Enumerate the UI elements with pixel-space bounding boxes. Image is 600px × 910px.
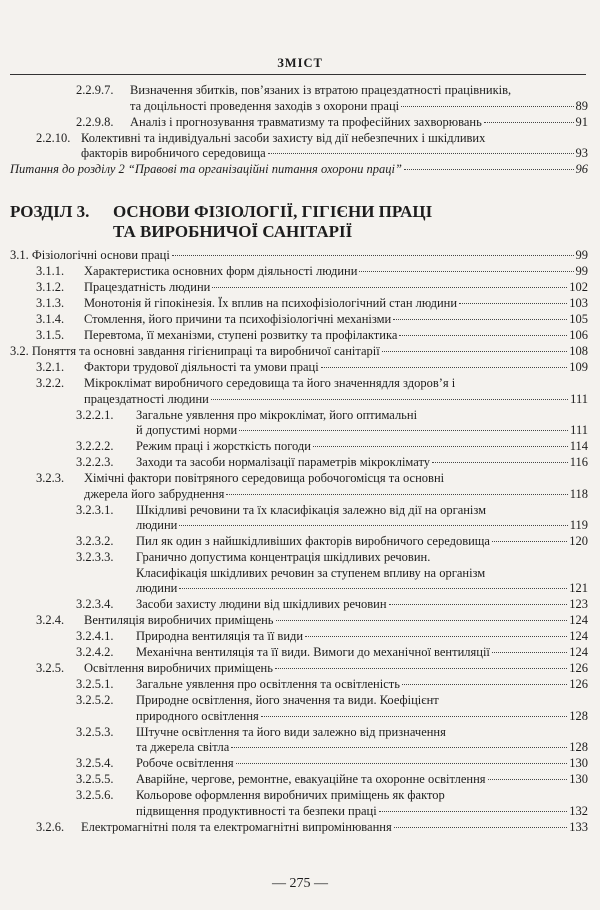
dot-leader: [239, 430, 568, 431]
section-title-line: ТА ВИРОБНИЧОЇ САНІТАРІЇ: [113, 222, 353, 241]
dot-leader: [379, 811, 568, 812]
toc-entry: [0, 503, 600, 534]
toc-entry-page: 89: [575, 98, 588, 113]
toc-entry-text: Мікроклімат виробничого середовища та його значеннядля здоров’я і: [84, 376, 456, 390]
toc-entry: [0, 439, 600, 455]
toc-entry-number: 3.2.4.1.: [76, 629, 114, 643]
dot-leader: [236, 763, 568, 764]
toc-entry-page: 105: [569, 312, 588, 326]
toc-entry-number: 3.1.3.: [36, 296, 65, 310]
toc-entry-text: Режим праці і жорсткість погоди: [136, 439, 311, 453]
dot-leader: [401, 106, 573, 107]
toc-entry: [0, 471, 600, 502]
toc-entry-page: 93: [575, 146, 588, 160]
dot-leader: [226, 494, 567, 495]
toc-entry-page: 99: [575, 248, 588, 262]
toc-entry: [0, 376, 600, 407]
dot-leader: [276, 620, 568, 621]
toc-entry: [0, 408, 600, 439]
toc-entry-number: 3.2.3.: [36, 471, 65, 485]
toc-entry-text: Визначення збитків, пов’язаних із втратою працездатності працівників,: [130, 83, 512, 97]
toc-entry-text: працездатності людини: [84, 391, 209, 406]
toc-entry: [0, 534, 600, 550]
toc-entry-text: Заходи та засоби нормалізації параметрів мікроклімату: [136, 455, 431, 469]
toc-entry: [0, 162, 600, 178]
toc-entry-page: 96: [575, 162, 588, 176]
toc-entry-page: 91: [575, 114, 588, 129]
toc-entry-page: 120: [569, 534, 588, 548]
toc-entry-text: Фактори трудової діяльності та умови праці: [84, 360, 319, 374]
toc-entry: [0, 756, 600, 772]
toc-entry-number: 2.2.10.: [36, 130, 71, 145]
toc-entry-page: 106: [569, 328, 588, 342]
toc-entry-text: Класифікація шкідливих речовин за ступенем впливу на організм: [136, 565, 486, 580]
toc-entry-text: та джерела світла: [136, 740, 230, 754]
toc-entry-page: 128: [569, 740, 588, 754]
toc-entry-text: Засоби захисту людини від шкідливих речовин: [136, 597, 387, 611]
dot-leader: [492, 652, 567, 653]
toc-entry: [0, 115, 600, 131]
toc-entry-number: 3.1.2.: [36, 280, 65, 294]
dot-leader: [359, 271, 573, 272]
toc-entry-number: 3.1.5.: [36, 328, 65, 342]
toc-entry-page: 126: [569, 677, 588, 691]
toc-entry: [0, 661, 600, 677]
dot-leader: [459, 303, 567, 304]
toc-entry-page: 103: [569, 296, 588, 310]
dot-leader: [261, 716, 567, 717]
toc-entry-text: Гранично допустима концентрація шкідливих речовин.: [136, 550, 431, 564]
toc-entry-page: 108: [569, 344, 588, 358]
dot-leader: [179, 525, 567, 526]
toc-entry-text: 3.2. Поняття та основні завдання гігієнипраці та виробничої санітарії: [10, 344, 380, 358]
toc-entry-text: Природне освітлення, його значення та види. Коефіцієнт: [136, 693, 439, 707]
toc-entry-number: 3.2.2.: [36, 376, 65, 390]
toc-entry-number: 3.2.5.6.: [76, 788, 114, 802]
toc-entry-number: 2.2.9.7.: [76, 83, 114, 97]
section-label: РОЗДІЛ 3.: [10, 202, 90, 221]
toc-entry-text: Шкідливі речовини та їх класифікація залежно від дії на організм: [136, 502, 487, 517]
toc-entry-text: Колективні та індивідуальні засоби захисту від дії небезпечних і шкідливих: [81, 130, 486, 145]
toc-entry-number: 3.2.3.3.: [76, 550, 114, 564]
toc-entry: [0, 248, 600, 264]
toc-entry: [0, 772, 600, 788]
dot-leader: [404, 169, 574, 170]
toc-entry-text: Пил як один з найшкідливіших факторів виробничого середовища: [136, 534, 490, 548]
toc-entry-page: 132: [569, 803, 588, 818]
toc-entry-text: людини: [136, 581, 178, 595]
toc-entry-text: природного освітлення: [136, 708, 259, 723]
toc-entry: [0, 613, 600, 629]
toc-entry: [0, 344, 600, 360]
toc-entry-page: 111: [570, 391, 588, 406]
dot-leader: [268, 153, 574, 154]
toc-entry-page: 123: [569, 597, 588, 611]
toc-entry-page: 114: [569, 439, 588, 453]
toc-entry-text: Стомлення, його причини та психофізіологічні механізми: [84, 312, 392, 326]
toc-entry-number: 3.2.1.: [36, 360, 65, 374]
toc-entry-text: Загальне уявлення про мікроклімат, його оптимальні: [136, 407, 418, 422]
toc-entry-number: 3.2.5.: [36, 661, 65, 675]
toc-entry: [0, 677, 600, 693]
toc-entry-text: та доцільності проведення заходів з охорони праці: [130, 98, 400, 113]
toc-entry-text: Робоче освітлення: [136, 756, 234, 770]
toc-entry-page: 99: [575, 264, 588, 278]
toc-entry-number: 3.2.3.1.: [76, 502, 114, 517]
toc-entry-page: 118: [569, 486, 588, 501]
dot-leader: [402, 684, 567, 685]
dot-leader: [382, 351, 568, 352]
dot-leader: [275, 668, 567, 669]
toc-entry-number: 3.2.2.2.: [76, 439, 114, 453]
toc-entry-text: Питання до розділу 2 “Правові та організаційні питання охорони праці”: [10, 162, 402, 176]
dot-leader: [484, 122, 574, 123]
toc-entry-page: 126: [569, 661, 588, 675]
toc-entry-number: 3.2.4.2.: [76, 645, 114, 659]
page-number: — 275 —: [272, 876, 328, 891]
toc-entry-page: 124: [569, 645, 588, 659]
toc-entry-text: Загальне уявлення про освітлення та освітленість: [136, 677, 400, 691]
toc-entry-page: 109: [569, 360, 588, 374]
toc-entry-text: Аналіз і прогнозування травматизму та професійних захворювань: [130, 114, 482, 129]
dot-leader: [212, 287, 567, 288]
dot-leader: [399, 335, 567, 336]
toc-entry-number: 3.2.3.4.: [76, 597, 114, 611]
page-header-title: ЗМІСТ: [277, 56, 323, 70]
toc-entry-page: 130: [569, 772, 588, 786]
toc-entry: [0, 629, 600, 645]
dot-leader: [432, 462, 568, 463]
toc-entry-text: Працездатність людини: [84, 280, 211, 294]
toc-entry-number: 3.2.5.4.: [76, 756, 114, 770]
toc-entry-page: 128: [569, 708, 588, 723]
toc-entry-text: 3.1. Фізіологічні основи праці: [10, 248, 170, 262]
toc-entry: [0, 83, 600, 114]
toc-entry: [0, 788, 600, 819]
toc-entry-text: Монотонія й гіпокінезія. Їх вплив на психофізіологічний стан людини: [84, 296, 458, 310]
toc-entry: [0, 820, 600, 836]
toc-entry: [0, 725, 600, 756]
toc-entry-text: Хімічні фактори повітряного середовища робочогомісця та основні: [84, 471, 445, 485]
toc-entry-page: 119: [569, 518, 588, 532]
toc-continued-list: [0, 83, 600, 178]
dot-leader: [393, 319, 567, 320]
dot-leader: [488, 779, 568, 780]
header-rule: [10, 74, 586, 75]
toc-entry-text: факторів виробничого середовища: [81, 146, 266, 160]
toc-entry-text: Аварійне, чергове, ремонтне, евакуаційне та охоронне освітлення: [136, 772, 486, 786]
toc-entry-number: 2.2.9.8.: [76, 114, 114, 129]
toc-entry-page: 121: [569, 581, 588, 595]
toc-entry-text: Перевтома, її механізми, ступені розвитку та профілактика: [84, 328, 398, 342]
toc-entry-number: 3.2.2.1.: [76, 407, 114, 422]
dot-leader: [231, 747, 567, 748]
toc-entry-text: Штучне освітлення та його види залежно від призначення: [136, 724, 446, 739]
toc-entry-page: 124: [569, 629, 588, 643]
toc-entry: [0, 264, 600, 280]
dot-leader: [211, 399, 568, 400]
toc-section-list: [0, 248, 600, 836]
toc-entry: [0, 360, 600, 376]
dot-leader: [313, 446, 568, 447]
toc-entry-number: 3.1.1.: [36, 264, 65, 278]
toc-entry-number: 3.2.5.2.: [76, 693, 114, 707]
dot-leader: [179, 588, 567, 589]
toc-entry-page: 102: [569, 280, 588, 294]
toc-entry-text: Електромагнітні поля та електромагнітні випромінювання: [81, 819, 392, 834]
dot-leader: [172, 255, 574, 256]
toc-entry: [0, 455, 600, 471]
toc-entry-text: Характеристика основних форм діяльності людини: [84, 264, 358, 278]
toc-entry-page: 111: [570, 423, 588, 437]
dot-leader: [321, 367, 568, 368]
toc-entry-text: підвищення продуктивності та безпеки праці: [136, 803, 377, 818]
toc-entry: [0, 312, 600, 328]
toc-entry-number: 3.1.4.: [36, 312, 65, 326]
toc-entry-page: 124: [569, 613, 588, 627]
toc-entry-number: 3.2.5.5.: [76, 772, 114, 786]
toc-entry: [0, 645, 600, 661]
toc-entry-number: 3.2.6.: [36, 819, 65, 834]
toc-entry-page: 133: [569, 819, 588, 834]
toc-entry: [0, 280, 600, 296]
toc-entry: [0, 131, 600, 162]
toc-entry-page: 116: [569, 455, 588, 469]
toc-entry-number: 3.2.5.3.: [76, 724, 114, 739]
toc-entry-page: 130: [569, 756, 588, 770]
toc-entry-number: 3.2.2.3.: [76, 455, 114, 469]
toc-entry: [0, 550, 600, 597]
dot-leader: [492, 541, 567, 542]
toc-entry-text: Вентиляція виробничих приміщень: [84, 613, 274, 627]
toc-entry: [0, 328, 600, 344]
toc-entry-text: Механічна вентиляція та її види. Вимоги до механічної вентиляції: [136, 645, 490, 659]
section-title-line: ОСНОВИ ФІЗІОЛОГІЇ, ГІГІЄНИ ПРАЦІ: [113, 202, 433, 221]
toc-entry-number: 3.2.5.1.: [76, 677, 114, 691]
toc-entry-text: людини: [136, 518, 178, 532]
toc-entry: [0, 597, 600, 613]
toc-entry-text: Природна вентиляція та її види: [136, 629, 304, 643]
toc-entry-number: 3.2.3.2.: [76, 534, 114, 548]
dot-leader: [305, 636, 567, 637]
section-title: [113, 202, 583, 242]
dot-leader: [394, 827, 568, 828]
toc-entry-text: Кольорове оформлення виробничих приміщень як фактор: [136, 788, 445, 802]
toc-entry: [0, 296, 600, 312]
toc-entry-number: 3.2.4.: [36, 613, 65, 627]
toc-entry: [0, 693, 600, 724]
toc-entry-text: джерела його забруднення: [84, 486, 225, 501]
dot-leader: [389, 604, 568, 605]
toc-entry-text: й допустимі норми: [136, 423, 238, 437]
toc-entry-text: Освітлення виробничих приміщень: [84, 661, 273, 675]
